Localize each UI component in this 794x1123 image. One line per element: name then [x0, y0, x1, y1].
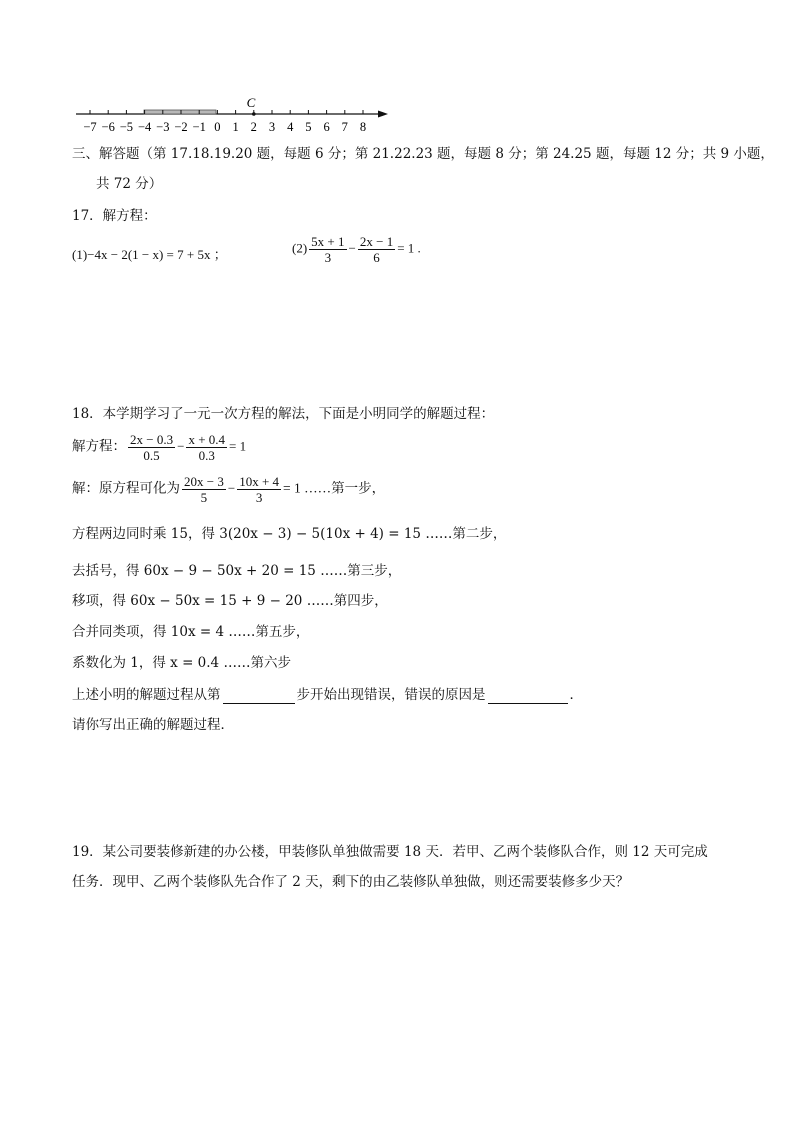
minus-sign: −	[227, 480, 236, 496]
q18-equation	[72, 432, 246, 463]
q18-step1	[72, 474, 385, 505]
section-heading: 三、解答题（第 17.18.19.20 题，每题 6 分；第 21.22.23 题，每题 8 分；第 24.25 题，每题 12 分；共 9 小题，	[72, 146, 774, 162]
q19-line2: 任务．现甲、乙两个装修队先合作了 2 天，剩下的由乙装修队单独做，则还需要装修多少天？	[72, 874, 630, 890]
q18-step4: 移项，得 60x − 50x = 15 + 9 − 20 ……第四步，	[72, 593, 388, 609]
point-c-label: C	[246, 95, 256, 110]
minus-sign: −	[177, 438, 185, 454]
q17-part2	[292, 234, 421, 265]
fraction: $\frac{20x - 3}{5}$	[184, 474, 224, 505]
number-line-tick-label: −3	[156, 120, 170, 134]
step1-tail: = 1 ……第一步，	[283, 480, 386, 496]
q18-question-a: 上述小明的解题过程从第	[72, 687, 221, 703]
shaded-interval	[144, 110, 216, 114]
equation-prefix: 解方程：	[72, 438, 126, 454]
fraction: $\frac{10x + 4}{3}$	[239, 474, 280, 505]
fraction: $\frac{2x - 0.3}{0.5}$	[130, 432, 174, 463]
number-line-tick-label: 8	[359, 120, 367, 134]
q18-step5: 合并同类项，得 10x = 4 ……第五步，	[72, 624, 310, 640]
number-line-tick-label: −5	[119, 120, 134, 134]
number-line-tick-label: 1	[232, 120, 239, 134]
q18-instruction: 请你写出正确的解题过程．	[72, 717, 234, 733]
number-line-arrow	[378, 111, 388, 118]
q18-step6: 系数化为 1，得 x = 0.4 ……第六步	[72, 655, 291, 671]
q18-step3: 去括号，得 60x − 9 − 50x + 20 = 15 ……第三步，	[72, 563, 402, 579]
number-line-tick-label: −4	[137, 120, 152, 134]
fraction: $\frac{5x + 1}{3}$	[311, 234, 345, 265]
number-line-tick-label: 6	[323, 120, 330, 134]
q18-step2: 方程两边同时乘 15，得 3(20x − 3) − 5(10x + 4) = 15 ……第二步，	[72, 526, 507, 542]
number-line-tick-label: 7	[341, 120, 348, 134]
step1-prefix: 解：原方程可化为	[72, 480, 180, 496]
number-line	[70, 94, 400, 136]
equation-tail: = 1 .	[397, 240, 421, 256]
q18-question	[72, 686, 583, 704]
number-line-tick-label: 2	[250, 120, 257, 134]
q17-part1: (1)−4x − 2(1 − x) = 7 + 5x ；	[72, 247, 227, 262]
number-line-tick-label: 5	[305, 120, 312, 134]
q17-stem: 17．解方程：	[72, 208, 157, 224]
q19-line1: 19．某公司要装修新建的办公楼，甲装修队单独做需要 18 天．若甲、乙两个装修队合作，则 12 天可完成	[72, 844, 708, 860]
answer-blank-reason[interactable]	[488, 689, 568, 704]
q17-part2-prefix: (2)	[292, 240, 308, 256]
minus-sign: −	[348, 240, 356, 256]
number-line-tick-label: −7	[83, 120, 97, 134]
q18-stem: 18．本学期学习了一元一次方程的解法，下面是小明同学的解题过程：	[72, 406, 495, 422]
q18-question-b: 步开始出现错误，错误的原因是	[296, 687, 486, 703]
equation-tail: = 1	[229, 438, 247, 454]
point-c-marker	[252, 112, 256, 116]
fraction: $\frac{x + 0.4}{0.3}$	[188, 432, 226, 463]
number-line-tick-label: 4	[287, 120, 294, 134]
q18-question-c: ．	[569, 687, 583, 703]
fraction: $\frac{2x - 1}{6}$	[359, 234, 394, 265]
section-heading-cont: 共 72 分）	[96, 176, 163, 192]
number-line-tick-label: −2	[174, 120, 188, 134]
number-line-tick-label: −6	[101, 120, 115, 134]
answer-blank-step[interactable]	[223, 689, 295, 704]
number-line-tick-label: −1	[192, 120, 206, 134]
number-line-tick-label: 0	[214, 120, 221, 134]
number-line-tick-label: 3	[268, 120, 276, 134]
